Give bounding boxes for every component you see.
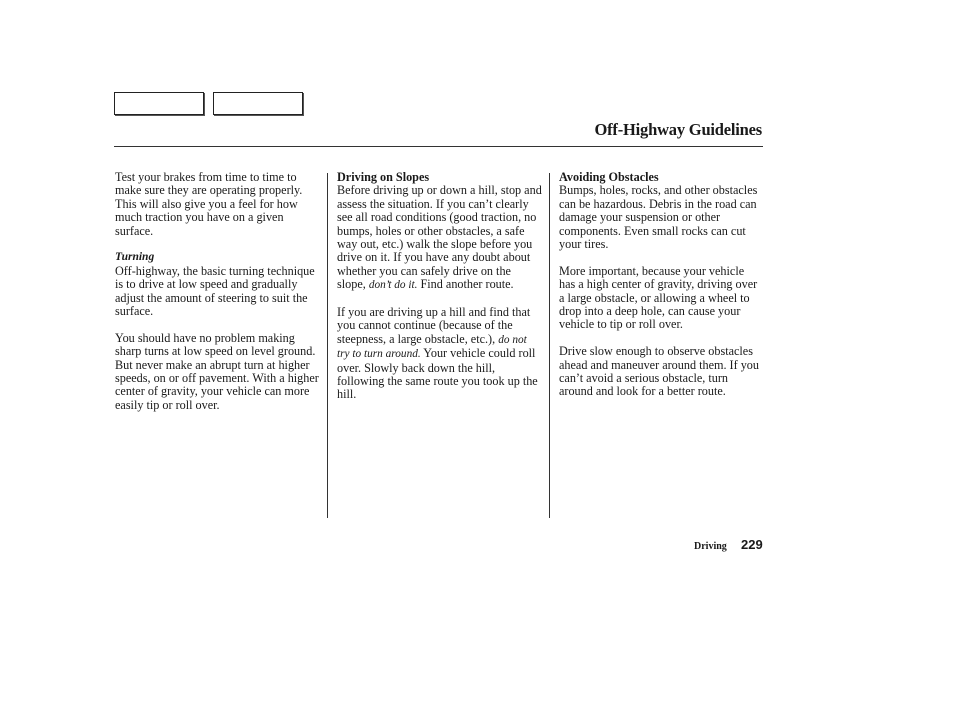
column-divider-2 — [549, 173, 550, 518]
paragraph-brakes: Test your brakes from time to time to make sure they are operating properly. This will also give you a feel for how much traction you have on a given surface. — [115, 170, 303, 238]
paragraph-hill-climb-tail: Your vehicle could roll over. Slowly back down the hill, following the same route you took up the hill. — [337, 346, 538, 402]
paragraph-slopes-assess — [337, 184, 542, 292]
footer-section-label: Driving — [694, 541, 727, 552]
page-title: Off-Highway Guidelines — [594, 120, 762, 139]
column-divider-1 — [327, 173, 328, 518]
driving-on-slopes-heading: Driving on Slopes — [337, 170, 430, 184]
paragraph-hill-climb — [337, 306, 542, 402]
column-2 — [337, 171, 542, 415]
dont-do-it-emphasis: don’t do it. — [368, 279, 418, 292]
column-3 — [559, 171, 763, 412]
paragraph-hill-climb-text: If you are driving up a hill and find that you cannot continue (because of the steepness, a large obstacle, etc.), — [337, 305, 531, 346]
nav-tab-box-2[interactable] — [213, 92, 303, 115]
paragraph-drive-slow: Drive slow enough to observe obstacles ahead and maneuver around them. If you can’t avoid a serious obstacle, turn around and look for a better route. — [559, 344, 759, 399]
avoiding-obstacles-heading: Avoiding Obstacles — [559, 170, 659, 184]
turning-heading: Turning — [115, 251, 155, 264]
column-1 — [115, 171, 319, 426]
do-not-turn-emphasis: do not try to turn around. — [337, 333, 527, 361]
paragraph-sharp-turns: You should have no problem making sharp turns at low speed on level ground. But never make an abrupt turn at higher speeds, on or off pavement. With a higher center of gravity, your vehicle can more easily tip or roll over. — [115, 330, 319, 412]
paragraph-slopes-assess-tail: Find another route. — [417, 277, 514, 292]
paragraph-slopes-assess-text: Before driving up or down a hill, stop and assess the situation. If you can’t clearly see all road conditions (good traction, no bumps, holes or other obstacles, a safe way out, etc.) walk the slope before you drive on it. If you have any doubt about whether you can safely drive on the slope, — [337, 183, 542, 292]
paragraph-center-of-gravity: More important, because your vehicle has a high center of gravity, driving over a large obstacle, or allowing a wheel to drop into a deep hole, can cause your vehicle to tip or roll over. — [559, 263, 758, 332]
paragraph-turning-technique: Off-highway, the basic turning technique is to drive at low speed and gradually adjust the amount of steering to suit the surface. — [115, 263, 315, 319]
paragraph-obstacles-hazard: Bumps, holes, rocks, and other obstacles can be hazardous. Debris in the road can damage your suspension or other components. Even small rocks can cut your tires. — [559, 183, 758, 252]
title-divider — [114, 146, 763, 147]
nav-tab-box-1[interactable] — [114, 92, 204, 115]
page-number: 229 — [741, 537, 763, 552]
